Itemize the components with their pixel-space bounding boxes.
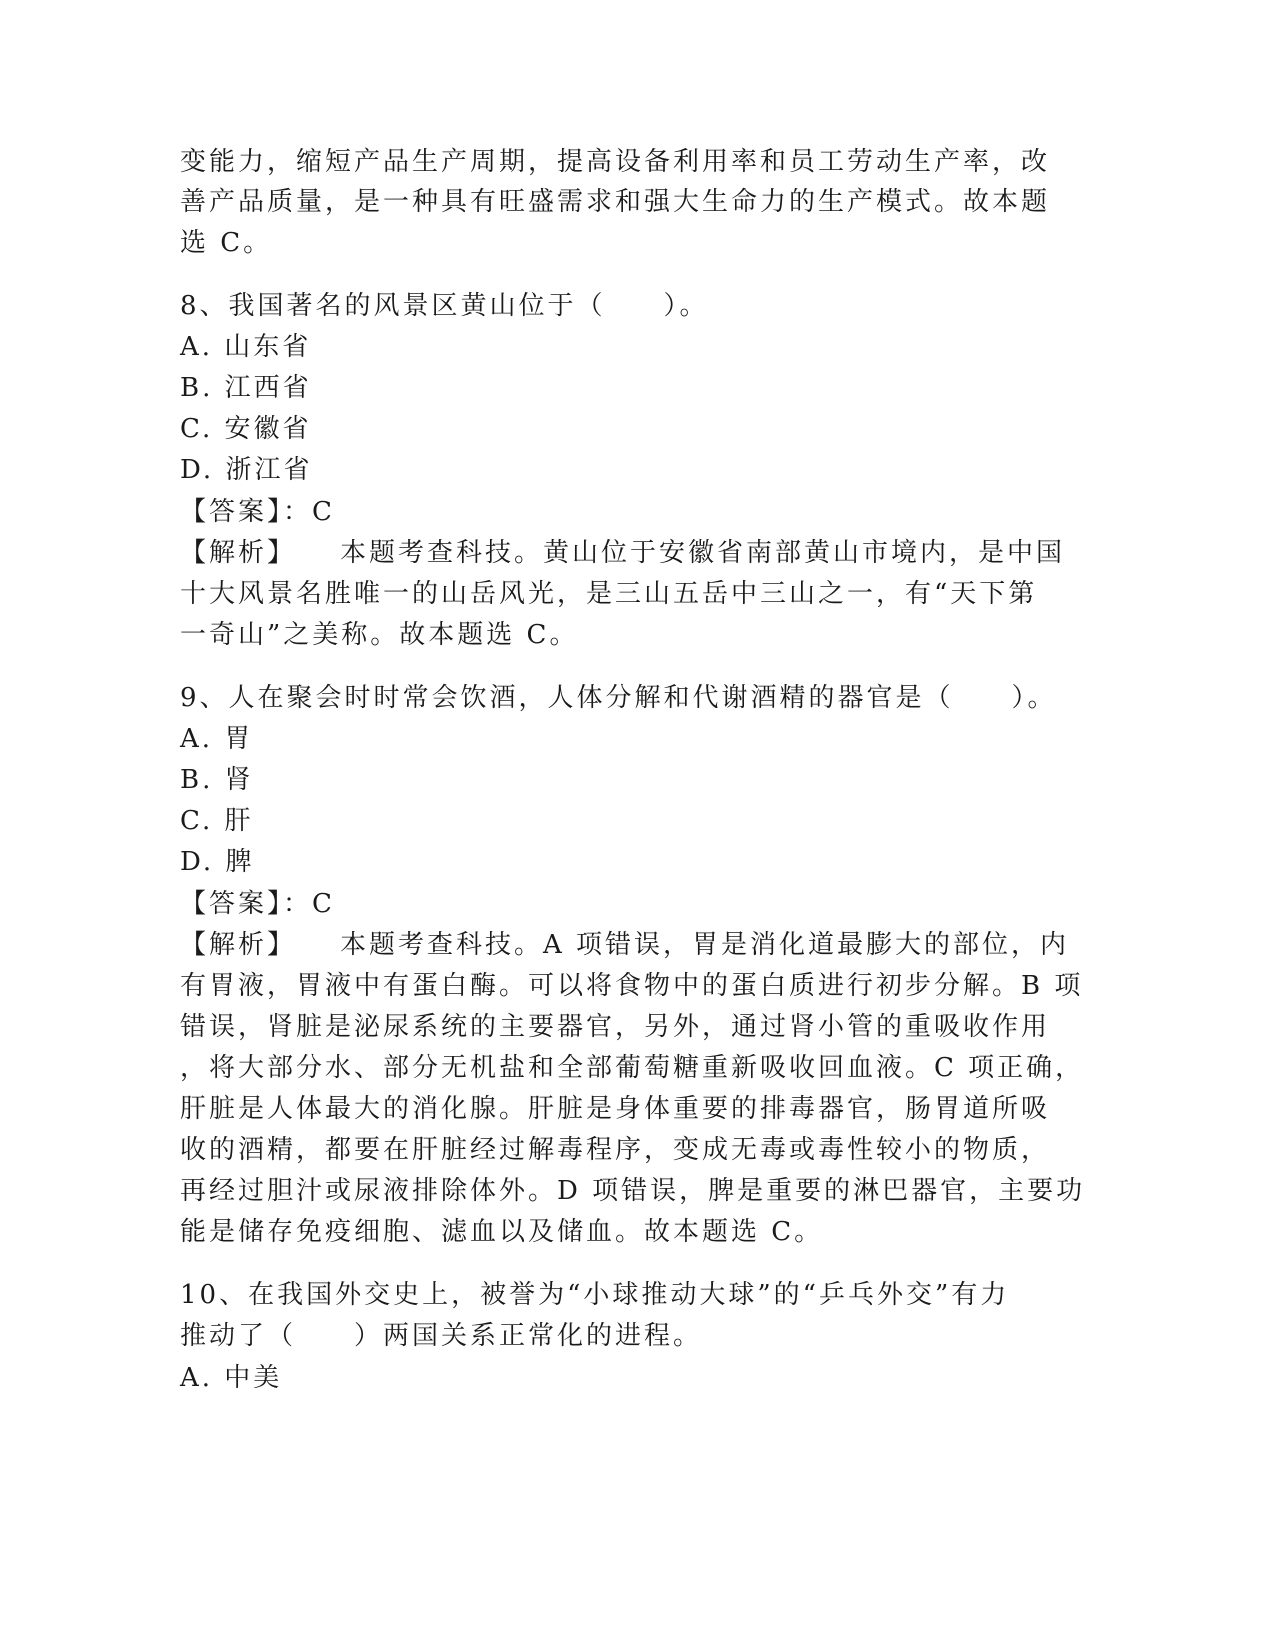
question-9-analysis-line: ，将大部分水、部分无机盐和全部葡萄糖重新吸收回血液。C 项正确， xyxy=(180,1053,1085,1083)
question-9-analysis-line: 再经过胆汁或尿液排除体外。D 项错误，脾是重要的淋巴器官，主要功 xyxy=(180,1176,1086,1206)
prev-explanation-line: 善产品质量，是一种具有旺盛需求和强大生命力的生产模式。故本题 xyxy=(180,187,1051,217)
analysis-label: 【解析】 xyxy=(180,930,297,960)
question-9-analysis-line xyxy=(180,929,1069,961)
question-10-stem-line: 10、在我国外交史上，被誉为“小球推动大球”的“乒乓外交”有力 xyxy=(180,1280,1010,1310)
question-9-option-d: D. 脾 xyxy=(180,847,255,877)
question-8-answer xyxy=(180,496,335,528)
question-8-option-c: C. 安徽省 xyxy=(180,414,312,444)
question-8-option-b: B. 江西省 xyxy=(180,373,312,403)
question-9-option-b: B. 肾 xyxy=(180,765,254,795)
answer-label: 【答案】 xyxy=(180,889,284,919)
prev-explanation-line: 变能力，缩短产品生产周期，提高设备利用率和员工劳动生产率，改 xyxy=(180,147,1051,177)
answer-value: ：C xyxy=(283,889,335,919)
answer-label: 【答案】 xyxy=(180,497,284,527)
analysis-text: 本题考查科技。黄山位于安徽省南部黄山市境内，是中国 xyxy=(340,538,1066,568)
question-9-option-c: C. 肝 xyxy=(180,806,254,836)
question-9-analysis-line: 肝脏是人体最大的消化腺。肝脏是身体重要的排毒器官，肠胃道所吸 xyxy=(180,1094,1051,1124)
question-9-analysis-line: 能是储存免疫细胞、滤血以及储血。故本题选 C。 xyxy=(180,1217,824,1247)
question-8-analysis-line xyxy=(180,537,1065,569)
question-8-option-d: D. 浙江省 xyxy=(180,455,313,485)
question-8-analysis-line: 一奇山”之美称。故本题选 C。 xyxy=(180,620,579,650)
prev-explanation-line: 选 C。 xyxy=(180,228,273,258)
question-9-analysis-line: 错误，肾脏是泌尿系统的主要器官，另外，通过肾小管的重吸收作用 xyxy=(180,1012,1051,1042)
question-9-analysis-line: 收的酒精，都要在肝脏经过解毒程序，变成无毒或毒性较小的物质， xyxy=(180,1135,1051,1165)
question-10-option-a: A. 中美 xyxy=(180,1363,283,1393)
question-8-analysis-line: 十大风景名胜唯一的山岳风光，是三山五岳中三山之一，有“天下第 xyxy=(180,579,1038,609)
analysis-text: 本题考查科技。A 项错误，胃是消化道最膨大的部位，内 xyxy=(340,930,1070,960)
question-10-stem-line: 推动了（ ）两国关系正常化的进程。 xyxy=(180,1321,703,1351)
question-9-analysis-line: 有胃液，胃液中有蛋白酶。可以将食物中的蛋白质进行初步分解。B 项 xyxy=(180,971,1084,1001)
answer-value: ：C xyxy=(283,497,335,527)
question-8-stem: 8、我国著名的风景区黄山位于（ ）。 xyxy=(180,291,709,321)
question-9-answer xyxy=(180,888,335,920)
question-9-option-a: A. 胃 xyxy=(180,724,254,754)
question-8-option-a: A. 山东省 xyxy=(180,332,312,362)
analysis-label: 【解析】 xyxy=(180,538,297,568)
question-9-stem: 9、人在聚会时时常会饮酒，人体分解和代谢酒精的器官是（ ）。 xyxy=(180,683,1057,713)
